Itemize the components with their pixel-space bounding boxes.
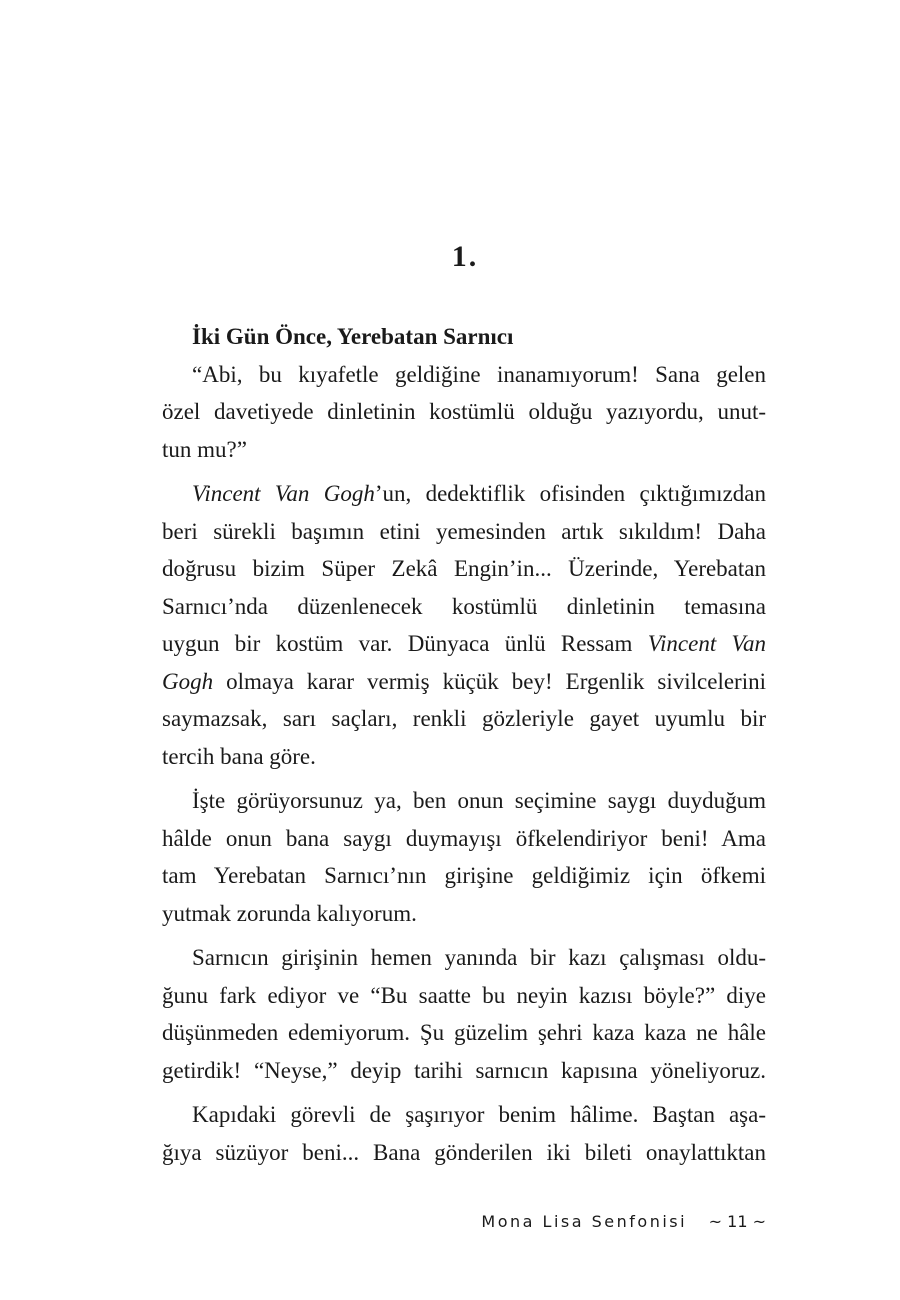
page-number: ~ 11 ~ (708, 1212, 766, 1231)
paragraph-4 (162, 939, 766, 1089)
text-line: tercih bana göre. (162, 743, 316, 769)
text-line: ğıya süzüyor beni... Bana gönderilen iki bileti onaylattıktan (162, 1139, 766, 1165)
text-line: düşünmeden edemiyorum. Şu güzelim şehri kaza kaza ne hâle (162, 1020, 766, 1045)
text-line: Kapıdaki görevli de şaşırıyor benim hâlime. Baştan aşa- (192, 1102, 766, 1127)
text-fragment: uygun bir kostüm var. Dünyaca ünlü Ressam (162, 631, 648, 656)
text-line: doğrusu bizim Süper Zekâ Engin’in... Üzerinde, Yerebatan (162, 556, 766, 581)
section-heading: İki Gün Önce, Yerebatan Sarnıcı (192, 324, 514, 349)
text-line: beri sürekli başımın etini yemesinden artık sıkıldım! Daha (162, 518, 766, 544)
text-line: yutmak zorunda kalıyorum. (162, 900, 417, 926)
italic-name: Gogh (162, 668, 214, 694)
body-text (162, 318, 766, 1178)
running-footer (481, 1212, 766, 1231)
paragraph-5 (162, 1096, 766, 1171)
italic-name: Vincent Van Gogh (192, 481, 375, 506)
text-line: “Abi, bu kıyafetle geldiğine inanamıyorum! Sana gelen (192, 361, 766, 387)
text-line (162, 475, 766, 513)
text-line: İşte görüyorsunuz ya, ben onun seçimine saygı duyduğum (192, 788, 766, 813)
paragraph-1 (162, 356, 766, 469)
italic-name: Vincent Van (647, 631, 766, 656)
text-line: getirdik! “Neyse,” deyip tarihi sarnıcın kapısına yöneliyoruz. (162, 1057, 766, 1083)
text-line: tam Yerebatan Sarnıcı’nın girişine geldiğimiz için öfkemi (162, 863, 766, 888)
text-line (162, 663, 766, 701)
text-line: saymazsak, sarı saçları, renkli gözleriyle gayet uyumlu bir (162, 706, 766, 731)
paragraph-2 (162, 475, 766, 775)
paragraph-3 (162, 782, 766, 932)
text-line: ğunu fark ediyor ve “Bu saatte bu neyin kazısı böyle?” diye (162, 982, 766, 1008)
book-title: Mona Lisa Senfonisi (481, 1212, 688, 1231)
text-line (162, 625, 766, 663)
text-line: hâlde onun bana saygı duymayışı öfkelendiriyor beni! Ama (162, 825, 766, 851)
text-line: Sarnıcı’nda düzenlenecek kostümlü dinletinin temasına (162, 593, 766, 619)
text-fragment: ’un, dedektiflik ofisinden çıktığımızdan (374, 481, 766, 506)
text-line: tun mu?” (162, 436, 247, 462)
text-fragment: olmaya karar vermiş küçük bey! Ergenlik sivilcelerini (213, 668, 766, 694)
chapter-number: 1. (451, 240, 479, 273)
text-line: özel davetiyede dinletinin kostümlü olduğu yazıyordu, unut- (162, 399, 766, 424)
text-line: Sarnıcın girişinin hemen yanında bir kazı çalışması oldu- (192, 945, 766, 970)
